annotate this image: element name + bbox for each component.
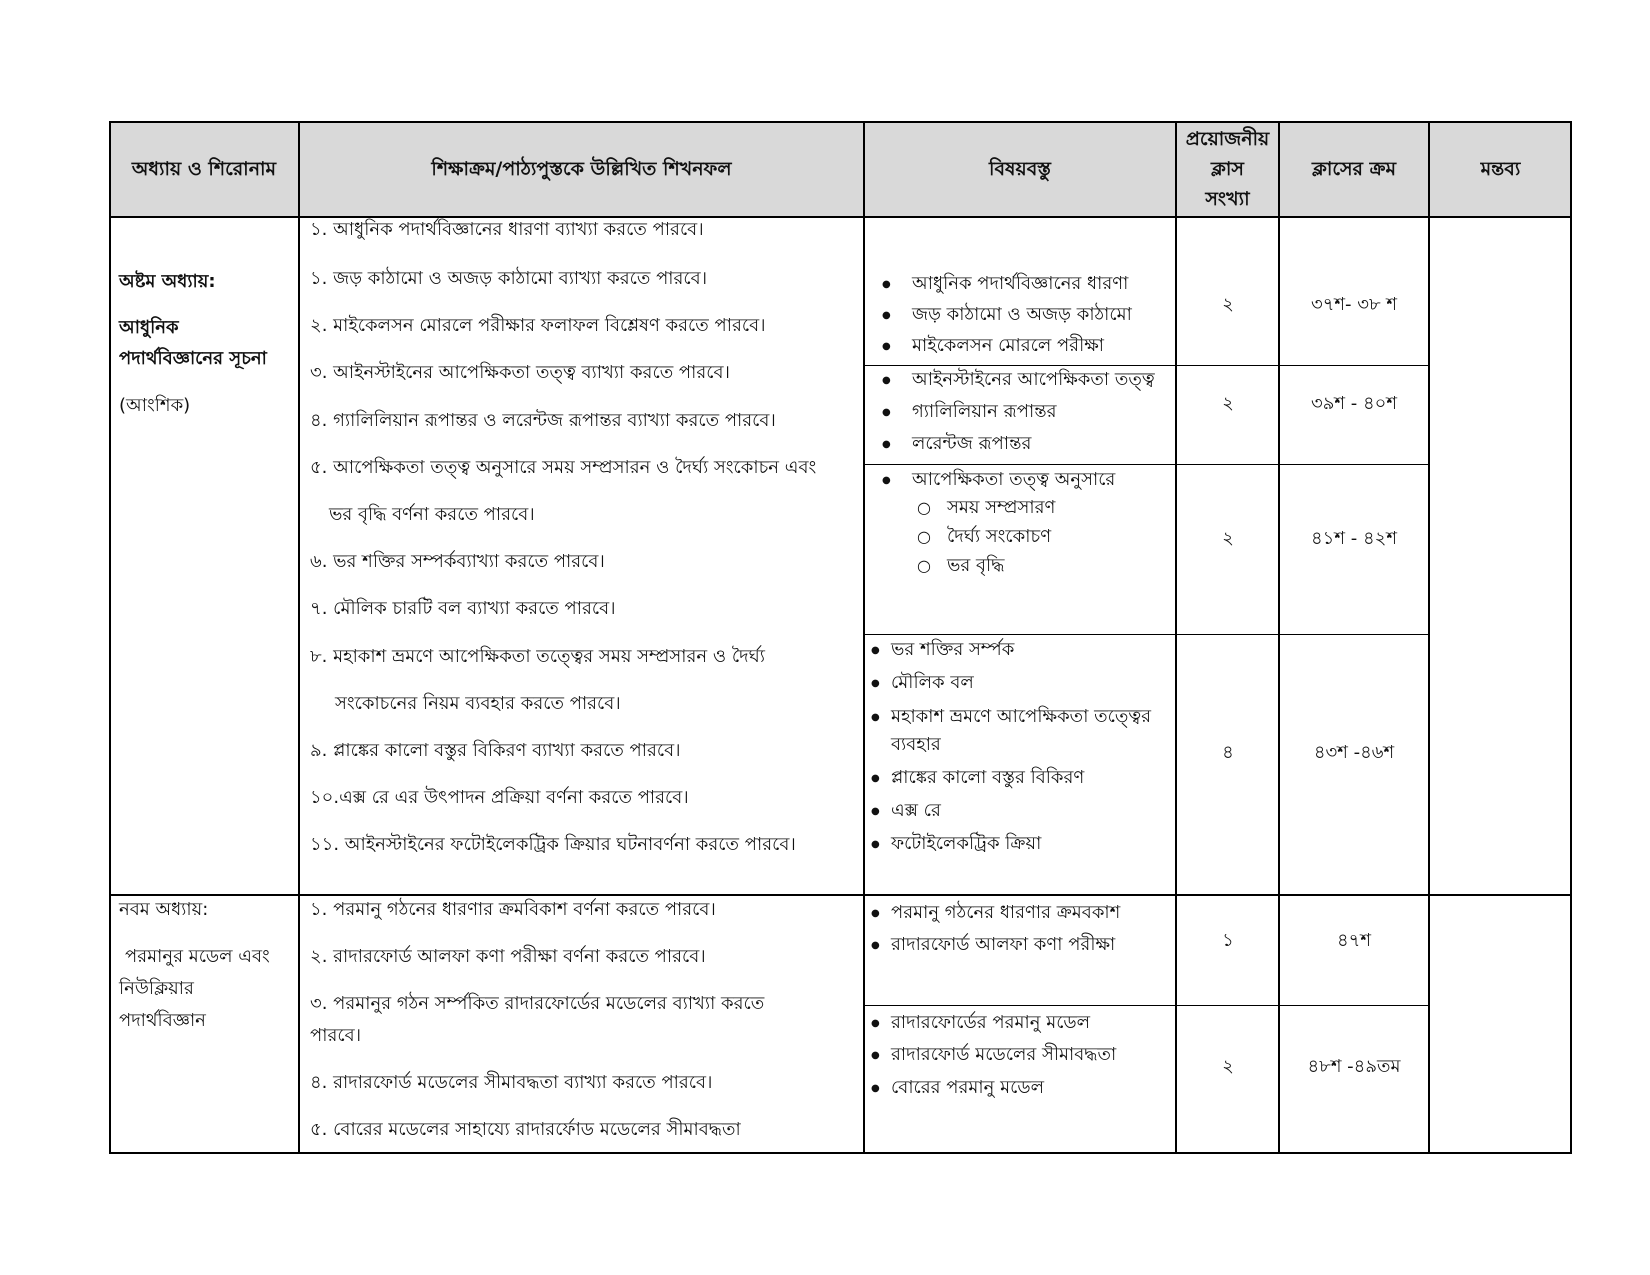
ch8-outcome: ৭. মৌলিক চারটি বল ব্যাখ্যা করতে পারবে। [310, 598, 616, 619]
ch8-r2-content: ● আইনস্টাইনের আপেক্ষিকতা তত্ত্ব [912, 368, 1155, 392]
ch9-outcome: পারবে। [310, 1025, 362, 1046]
header-chapter [109, 121, 299, 217]
ch9-title-l2: নিউক্লিয়ার [119, 978, 194, 999]
ch8-outcome: ১. আধুনিক পদার্থবিজ্ঞানের ধারণা ব্যাখ্যা করতে পারবে। [310, 219, 704, 240]
header-remarks [1429, 121, 1572, 217]
ch8-r1-order: ৩৭শ- ৩৮ শ [1310, 294, 1398, 315]
ch8-r4-content-cont: ব্যবহার [891, 734, 941, 755]
ch9-outcome: ২. রাদারফোর্ড আলফা কণা পরীক্ষা বর্ণনা করতে পারবে। [310, 946, 706, 967]
border-right [1570, 121, 1572, 1154]
ch8-outcome: ১১. আইনস্টাইনের ফটোইলেকট্রিক ক্রিয়ার ঘটনাবর্ণনা করতে পারবে। [310, 834, 796, 855]
header-class-order [1279, 121, 1429, 217]
ch8-r4-content: ● ভর শক্তির সর্ম্পক [891, 638, 1014, 662]
header-class-count-l1: প্রয়োজনীয় [1185, 128, 1270, 150]
ch8-r3-sub: ○ দৈর্ঘ্য সংকোচণ [947, 525, 1051, 549]
header-content-label: বিষয়বস্তু [989, 158, 1051, 180]
ch9-r1-content: ● পরমানু গঠনের ধারণার ক্রমবকাশ [891, 901, 1120, 925]
border-top [109, 121, 1572, 123]
col-divider-1 [298, 121, 300, 1154]
ch9-title-l1: পরমানুর মডেল এবং [125, 946, 270, 967]
ch8-r1-classes: ২ [1222, 294, 1234, 315]
ch8-title-l2: পদার্থবিজ্ঞানের সূচনা [119, 348, 267, 369]
ch8-note: (আংশিক) [119, 395, 191, 416]
ch8-outcome: ১০.এক্স রে এর উৎপাদন প্রক্রিয়া বর্ণনা করতে পারবে। [310, 787, 689, 808]
ch9-r2-content: ● রাদারফোর্ডের পরমানু মডেল [891, 1011, 1090, 1035]
row-divider-4 [864, 1005, 1429, 1006]
border-left [109, 121, 111, 1154]
ch8-r2-content: ● লরেন্টজ রূপান্তর [912, 432, 1031, 456]
chapter-divider [109, 894, 1572, 896]
ch8-outcome: ১. জড় কাঠামো ও অজড় কাঠামো ব্যাখ্যা করতে পারবে। [310, 268, 708, 289]
ch9-label: নবম অধ্যায়: [119, 899, 209, 920]
row-divider-1 [864, 365, 1429, 366]
ch9-r2-content: ● রাদারফোর্ড মডেলের সীমাবদ্ধতা [891, 1043, 1116, 1067]
header-class-count-l3: সংখ্যা [1205, 188, 1250, 210]
ch8-r1-content: ● আধুনিক পদার্থবিজ্ঞানের ধারণা [912, 272, 1128, 296]
ch8-outcome: ২. মাইকেলসন মোরলে পরীক্ষার ফলাফল বিশ্লেষণ করতে পারবে। [310, 315, 766, 336]
header-outcomes-label: শিক্ষাক্রম/পাঠ্যপুস্তকে উল্লিখিত শিখনফল [431, 158, 732, 180]
ch8-r3-order: ৪১শ - ৪২শ [1311, 528, 1397, 549]
ch8-outcome: ৪. গ্যালিলিয়ান রূপান্তর ও লরেন্টজ রূপান্তর ব্যাখ্যা করতে পারবে। [310, 410, 776, 431]
header-outcomes [299, 121, 864, 217]
ch9-outcome: ৪. রাদারফোর্ড মডেলের সীমাবদ্ধতা ব্যাখ্যা করতে পারবে। [310, 1072, 713, 1093]
ch8-r3-sub: ○ সময় সম্প্রসারণ [947, 496, 1055, 520]
ch9-title-l3: পদার্থবিজ্ঞান [119, 1010, 206, 1031]
ch9-outcome: ৫. বোরের মডেলের সাহায্যে রাদারর্ফোড মডেলের সীমাবদ্ধতা [310, 1119, 741, 1140]
ch8-outcome: ৫. আপেক্ষিকতা তত্ত্ব অনুসারে সময় সম্প্রসারন ও দৈর্ঘ্য সংকোচন এবং [310, 457, 817, 478]
ch8-r4-content: ● মৌলিক বল [891, 671, 974, 695]
col-divider-4 [1278, 121, 1280, 1154]
ch8-r1-content: ● জড় কাঠামো ও অজড় কাঠামো [912, 303, 1132, 327]
ch8-outcome: ৮. মহাকাশ ভ্রমণে আপেক্ষিকতা তত্ত্বের সময় সম্প্রসারন ও দৈর্ঘ্য [310, 646, 765, 667]
ch8-r2-order: ৩৯শ - ৪০শ [1310, 393, 1397, 414]
header-class-count-l2: ক্লাস [1211, 158, 1244, 180]
ch8-r1-content: ● মাইকেলসন মোরলে পরীক্ষা [912, 334, 1104, 358]
ch8-r4-content: ● প্লাঙ্কের কালো বস্তুর বিকিরণ [891, 766, 1084, 790]
col-divider-3 [1175, 121, 1177, 1154]
ch9-r2-content: ● বোরের পরমানু মডেল [891, 1076, 1044, 1100]
ch8-outcome: সংকোচনের নিয়ম ব্যবহার করতে পারবে। [335, 693, 621, 714]
ch8-r2-content: ● গ্যালিলিয়ান রূপান্তর [912, 400, 1057, 424]
header-chapter-label: অধ্যায় ও শিরোনাম [131, 158, 277, 180]
ch8-r4-content: ● মহাকাশ ভ্রমণে আপেক্ষিকতা তত্ত্বের [891, 705, 1151, 729]
ch8-r4-content: ● এক্স রে [891, 799, 941, 823]
ch8-r2-classes: ২ [1222, 393, 1234, 414]
row-divider-2 [864, 464, 1429, 465]
ch9-outcome: ১. পরমানু গঠনের ধারণার ক্রমবিকাশ বর্ণনা করতে পারবে। [310, 899, 716, 920]
ch8-r4-classes: ৪ [1222, 742, 1234, 763]
ch8-label: অষ্টম অধ্যায়: [119, 271, 216, 292]
header-class-count [1176, 121, 1279, 217]
ch8-r3-classes: ২ [1222, 528, 1234, 549]
ch8-outcome: ৬. ভর শক্তির সম্পর্কব্যাখ্যা করতে পারবে। [310, 551, 605, 572]
ch8-r4-order: ৪৩শ -৪৬শ [1313, 742, 1395, 763]
ch8-outcome: ৯. প্লাঙ্কের কালো বস্তুর বিকিরণ ব্যাখ্যা করতে পারবে। [310, 740, 681, 761]
ch8-r4-content: ● ফটোইলেকট্রিক ক্রিয়া [891, 832, 1041, 856]
ch8-r3-sub: ○ ভর বৃদ্ধি [947, 554, 1004, 578]
ch8-r3-content: ● আপেক্ষিকতা তত্ত্ব অনুসারে [912, 468, 1115, 492]
col-divider-5 [1428, 121, 1430, 1154]
header-remarks-label: মন্তব্য [1480, 158, 1521, 180]
header-content [864, 121, 1176, 217]
syllabus-table [109, 121, 1572, 1154]
col-divider-2 [863, 121, 865, 1154]
ch9-r1-order: ৪৭শ [1336, 930, 1372, 951]
ch8-outcome: ভর বৃদ্ধি বর্ণনা করতে পারবে। [329, 504, 535, 525]
ch9-r2-order: ৪৮শ -৪৯তম [1307, 1056, 1401, 1077]
ch9-outcome: ৩. পরমানুর গঠন সর্ম্পকিত রাদারফোর্ডের মডেলের ব্যাখ্যা করতে [310, 993, 765, 1014]
header-class-order-label: ক্লাসের ক্রম [1311, 158, 1397, 180]
ch9-r1-classes: ১ [1222, 930, 1234, 951]
ch8-title-l1: আধুনিক [119, 317, 179, 338]
row-divider-3 [864, 634, 1429, 635]
ch9-r1-content: ● রাদারফোর্ড আলফা কণা পরীক্ষা [891, 933, 1115, 957]
ch9-r2-classes: ২ [1222, 1056, 1234, 1077]
ch8-outcome: ৩. আইনস্টাইনের আপেক্ষিকতা তত্ত্ব ব্যাখ্যা করতে পারবে। [310, 362, 730, 383]
border-bottom [109, 1152, 1572, 1154]
